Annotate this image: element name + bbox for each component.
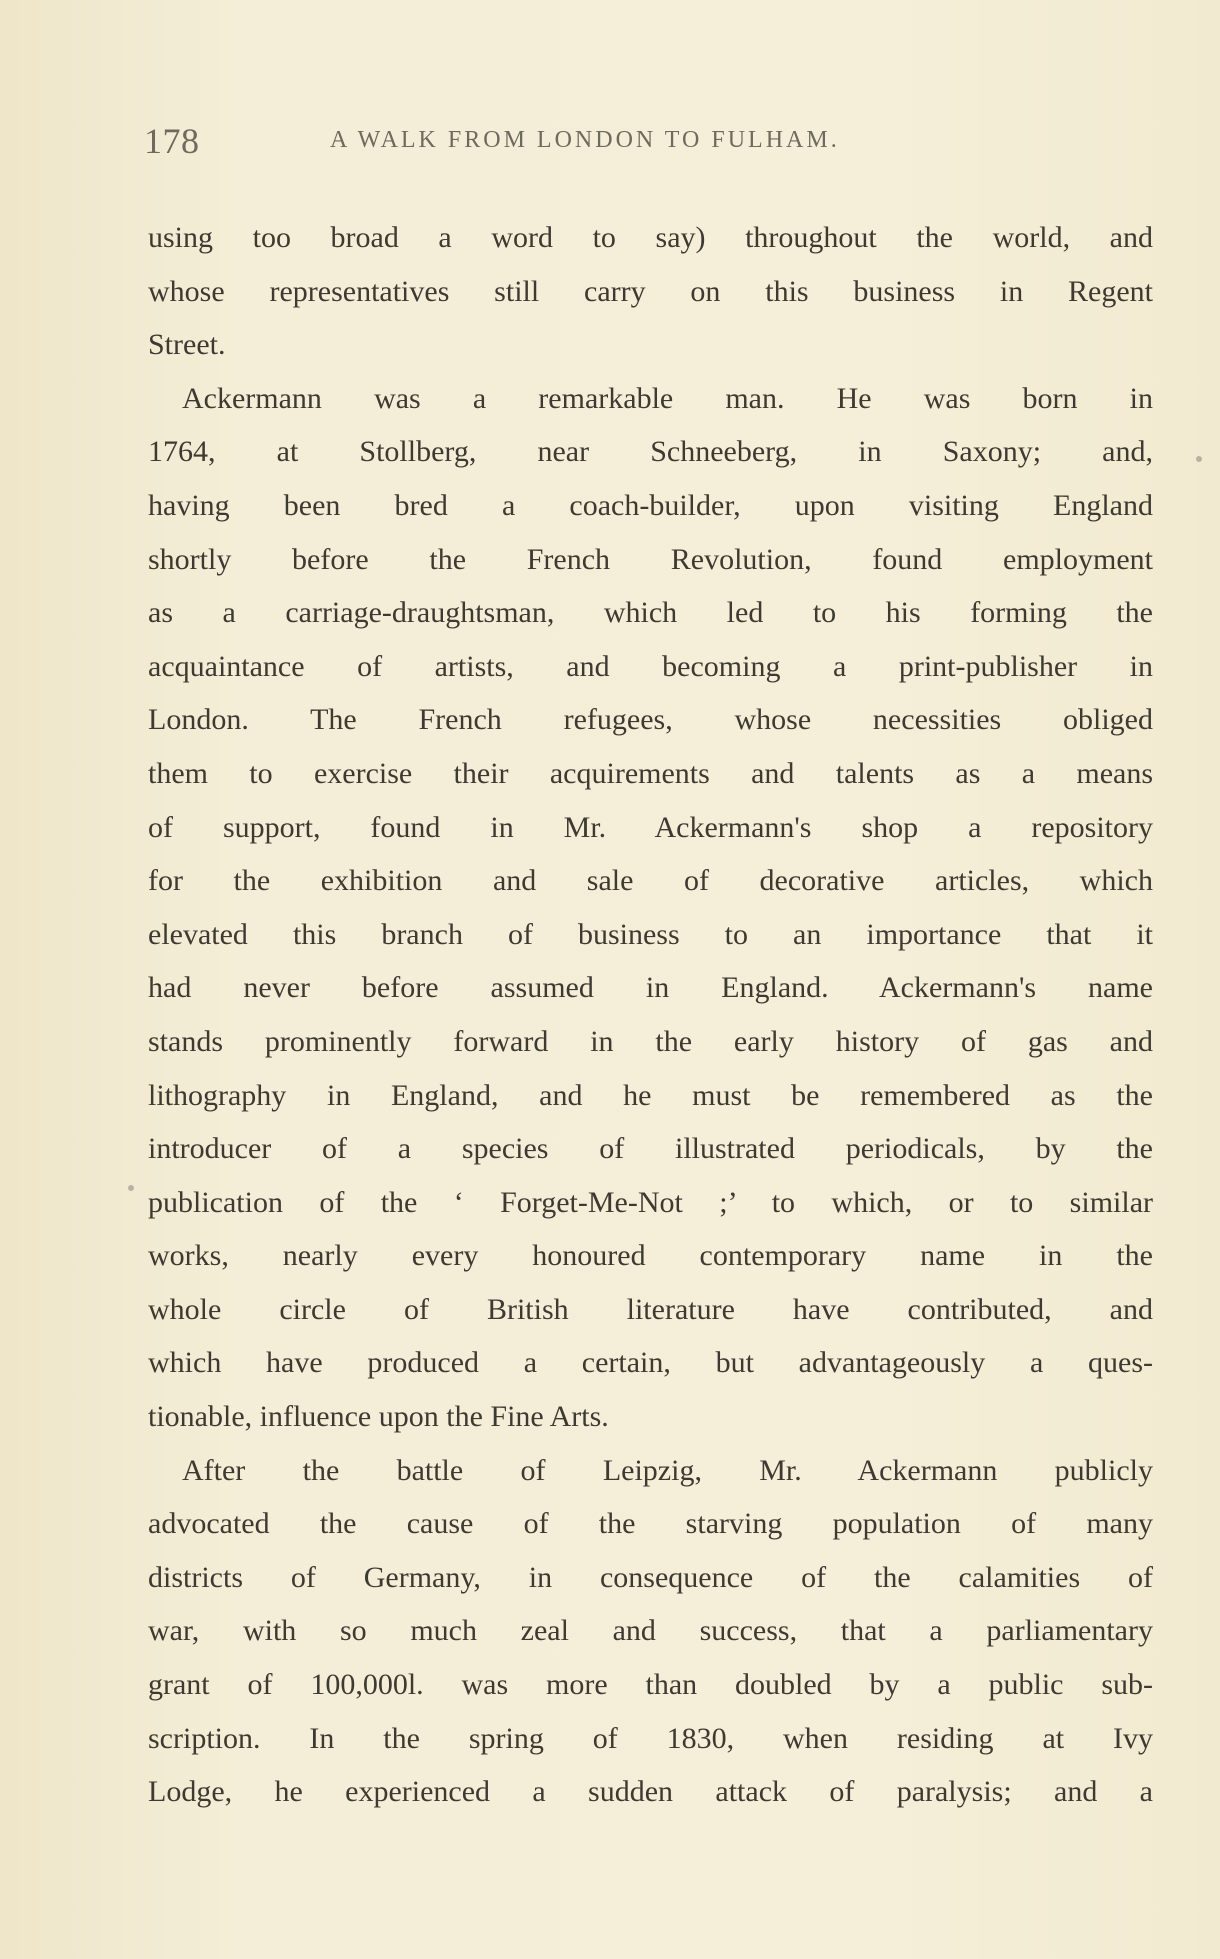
- text-line: using too broad a word to say) throughout the world, and: [148, 221, 1153, 254]
- text-line: introducer of a species of illustrated periodicals, by the: [148, 1132, 1153, 1166]
- text-line: works, nearly every honoured contemporary name in the: [148, 1239, 1153, 1273]
- text-line: acquaintance of artists, and becoming a print-publisher in: [148, 649, 1153, 683]
- text-line: advocated the cause of the starving population of many: [148, 1507, 1153, 1541]
- text-line: Street.: [148, 328, 226, 362]
- text-line: elevated this branch of business to an importance that it: [148, 917, 1153, 951]
- text-line: having been bred a coach-builder, upon visiting England: [148, 488, 1153, 522]
- margin-mark: [128, 1185, 134, 1191]
- text-line: districts of Germany, in consequence of the calamities of: [148, 1560, 1153, 1594]
- text-line: of support, found in Mr. Ackermann's shop a repository: [148, 810, 1153, 844]
- text-line: which have produced a certain, but advantageously a ques-: [148, 1346, 1153, 1380]
- text-line: After the battle of Leipzig, Mr. Ackermann publicly: [182, 1453, 1153, 1487]
- text-line: tionable, influence upon the Fine Arts.: [148, 1400, 609, 1434]
- text-line: whose representatives still carry on this business in Regent: [148, 274, 1153, 308]
- text-line: scription. In the spring of 1830, when residing at Ivy: [148, 1721, 1153, 1755]
- text-line: had never before assumed in England. Ackermann's name: [148, 971, 1153, 1005]
- text-line: publication of the ‘ Forget-Me-Not ;’ to which, or to similar: [148, 1185, 1153, 1219]
- margin-mark: [1196, 456, 1202, 462]
- running-head: [144, 120, 1144, 170]
- text-line: Lodge, he experienced a sudden attack of paralysis; and a: [148, 1775, 1153, 1809]
- text-line: stands prominently forward in the early history of gas and: [148, 1024, 1153, 1058]
- text-line: for the exhibition and sale of decorative articles, which: [148, 864, 1153, 898]
- text-line: whole circle of British literature have contributed, and: [148, 1292, 1153, 1326]
- text-line: lithography in England, and he must be remembered as the: [148, 1078, 1153, 1112]
- text-line: shortly before the French Revolution, found employment: [148, 542, 1153, 576]
- text-line: as a carriage-draughtsman, which led to his forming the: [148, 596, 1153, 630]
- text-line: London. The French refugees, whose necessities obliged: [148, 703, 1153, 737]
- text-line: 1764, at Stollberg, near Schneeberg, in Saxony; and,: [148, 435, 1153, 469]
- running-title: A WALK FROM LONDON TO FULHAM.: [330, 127, 840, 153]
- text-line: grant of 100,000l. was more than doubled by a public sub-: [148, 1668, 1153, 1702]
- body-text: [148, 211, 1153, 1819]
- text-line: them to exercise their acquirements and talents as a means: [148, 756, 1153, 790]
- page-number: 178: [144, 121, 200, 161]
- text-line: Ackermann was a remarkable man. He was born in: [182, 381, 1153, 415]
- text-line: war, with so much zeal and success, that a parliamentary: [148, 1614, 1153, 1648]
